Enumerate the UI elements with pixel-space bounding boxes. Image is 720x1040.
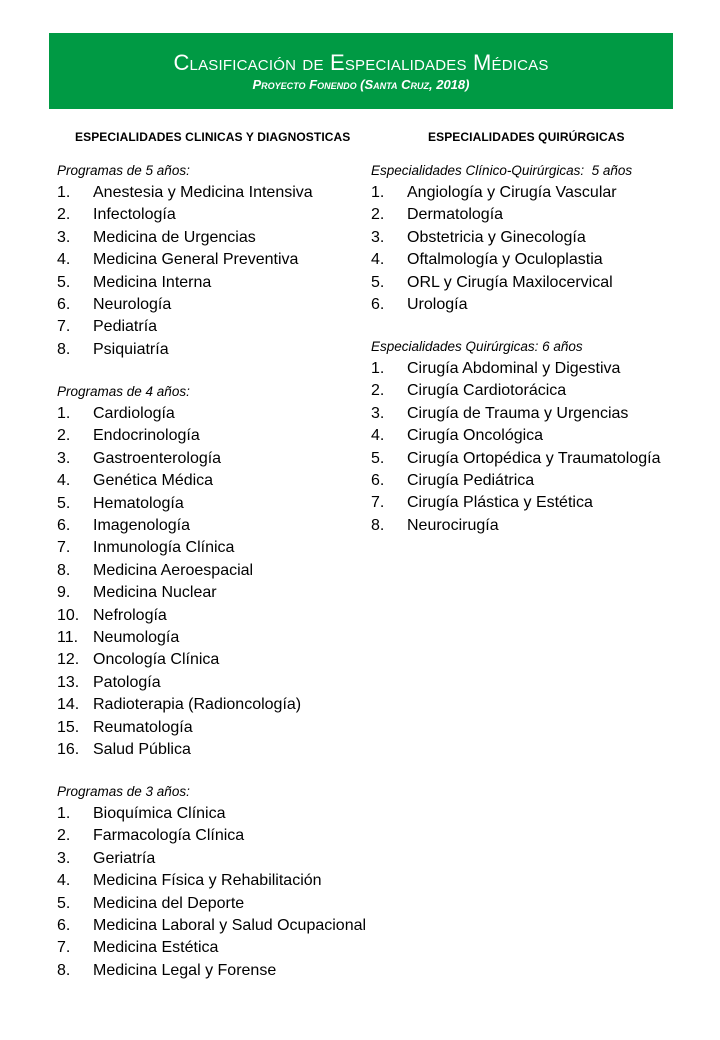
list-item (57, 560, 301, 582)
list-item (371, 448, 660, 470)
group-label: Programas de 5 años: (57, 163, 190, 178)
list-item-number: 3. (57, 449, 71, 467)
list-item-text: Patología (93, 673, 161, 691)
list-item-text: Nefrología (93, 606, 167, 624)
list-item-number: 8. (57, 340, 71, 358)
list-item-number: 2. (371, 206, 385, 224)
list-item-text: Medicina Laboral y Salud Ocupacional (93, 917, 367, 935)
list-item-text: Medicina General Preventiva (93, 251, 299, 269)
list-item-text: Cirugía Pediátrica (407, 472, 535, 490)
list-item-number: 8. (57, 961, 71, 979)
list-item-text: Cirugía de Trauma y Urgencias (407, 404, 629, 422)
list-item (57, 870, 366, 892)
list-item (371, 272, 632, 294)
list-item-text: Medicina Interna (93, 273, 212, 291)
list-item-number: 14. (57, 696, 80, 714)
list-item-text: Medicina Legal y Forense (93, 961, 277, 979)
list-item-number: 2. (371, 382, 385, 400)
list-item (371, 249, 632, 271)
list-item (57, 848, 366, 870)
list-item (57, 605, 301, 627)
list-item-number: 9. (57, 584, 71, 602)
list-item (371, 294, 632, 316)
list-item-number: 1. (57, 805, 71, 822)
page-title: Clasificación de Especialidades Médicas (173, 50, 549, 75)
list-item-number: 6. (371, 472, 385, 490)
group-4-years (57, 384, 301, 762)
list-item-number: 4. (371, 251, 385, 269)
right-column-heading: ESPECIALIDADES QUIRÚRGICAS (428, 130, 625, 144)
list-item-text: Radioterapia (Radioncología) (93, 696, 302, 714)
list-item-text: Salud Pública (93, 741, 191, 759)
list-item (371, 470, 660, 492)
list-item (371, 380, 660, 402)
list-item (57, 915, 366, 937)
list-item-text: Angiología y Cirugía Vascular (407, 184, 617, 201)
title-banner (49, 33, 673, 109)
list-item-number: 1. (371, 360, 385, 377)
list-item-number: 6. (57, 517, 71, 535)
list-item (57, 339, 313, 361)
list-item-number: 13. (57, 673, 80, 691)
list-item-text: Oftalmología y Oculoplastia (407, 251, 603, 269)
list-item-text: Medicina Estética (93, 939, 219, 957)
list-item-text: Anestesia y Medicina Intensiva (93, 184, 313, 201)
list-item-number: 7. (57, 939, 71, 957)
list-item-number: 2. (57, 427, 71, 445)
list-item-number: 4. (57, 872, 71, 890)
list-item-number: 8. (371, 516, 385, 534)
list-item-text: Infectología (93, 206, 176, 224)
list-item-text: Medicina Física y Rehabilitación (93, 872, 322, 890)
list-item (57, 182, 313, 204)
list-item (371, 403, 660, 425)
list-item-number: 3. (57, 849, 71, 867)
list-item (57, 425, 301, 447)
left-column-heading: ESPECIALIDADES CLINICAS Y DIAGNOSTICAS (75, 130, 351, 144)
list-item (57, 470, 301, 492)
list-item-text: Geriatría (93, 849, 156, 867)
list-item-number: 3. (57, 228, 71, 246)
list-item-number: 16. (57, 741, 80, 759)
list-item (57, 493, 301, 515)
page-subtitle: Proyecto Fonendo (Santa Cruz, 2018) (252, 77, 470, 92)
list-item-text: Gastroenterología (93, 449, 222, 467)
list-item-number: 10. (57, 606, 80, 624)
list-item-text: Reumatología (93, 718, 193, 736)
list-item-text: Cirugía Oncológica (407, 427, 544, 445)
list-item-text: Bioquímica Clínica (93, 805, 226, 822)
list-item-number: 2. (57, 206, 71, 224)
list-item (57, 694, 301, 716)
list-item (57, 537, 301, 559)
list-item-text: Urología (407, 296, 468, 314)
list-item-text: Dermatología (407, 206, 504, 224)
list-item-number: 6. (57, 917, 71, 935)
list-item (371, 515, 660, 537)
list-item (57, 272, 313, 294)
group-clinico-quirurgicas (371, 163, 632, 316)
list-item-number: 4. (57, 472, 71, 490)
list-item-text: Cirugía Cardiotorácica (407, 382, 567, 400)
list-item-text: Inmunología Clínica (93, 539, 235, 557)
list-item-number: 1. (371, 184, 385, 201)
list-item (57, 717, 301, 739)
list-item-number: 7. (57, 539, 71, 557)
list-item-text: Medicina del Deporte (93, 894, 245, 912)
list-item-text: Cirugía Ortopédica y Traumatología (407, 449, 661, 467)
list-item (57, 515, 301, 537)
list-item-number: 11. (57, 629, 79, 647)
list-item-text: Neumología (93, 629, 180, 647)
list-item-number: 5. (371, 449, 385, 467)
list-item (371, 425, 660, 447)
list-item-number: 7. (371, 494, 385, 512)
list-item-text: Neurocirugía (407, 516, 499, 534)
list-item-text: Medicina Aeroespacial (93, 561, 254, 579)
list-item (57, 825, 366, 847)
list-item-text: Imagenología (93, 517, 190, 535)
list-item-number: 4. (57, 251, 71, 269)
list-item-text: Medicina de Urgencias (93, 228, 256, 246)
list-item (57, 227, 313, 249)
list-item (57, 739, 301, 761)
list-item (57, 672, 301, 694)
group-label: Especialidades Quirúrgicas: 6 años (371, 339, 583, 354)
list-item-text: Farmacología Clínica (93, 827, 245, 845)
list-item (57, 960, 366, 982)
list-item-text: Cirugía Plástica y Estética (407, 494, 593, 512)
list-item-text: Cardiología (93, 405, 175, 422)
list-item-number: 7. (57, 318, 71, 336)
group-5-years (57, 163, 313, 361)
list-item-text: Oncología Clínica (93, 651, 220, 669)
list-item (57, 893, 366, 915)
list-item (57, 627, 301, 649)
list-item-number: 2. (57, 827, 71, 845)
list-item-text: Obstetricia y Ginecología (407, 228, 586, 246)
list-item (371, 492, 660, 514)
list-item-number: 5. (57, 273, 71, 291)
list-item-number: 1. (57, 184, 71, 201)
group-label: Programas de 3 años: (57, 784, 190, 799)
list-item (371, 227, 632, 249)
list-item-text: Genética Médica (93, 472, 214, 490)
list-item (57, 316, 313, 338)
list-item-number: 5. (57, 494, 71, 512)
list-item (57, 448, 301, 470)
list-item-number: 3. (371, 404, 385, 422)
list-item-number: 3. (371, 228, 385, 246)
list-item-number: 5. (57, 894, 71, 912)
list-item-text: Psiquiatría (93, 340, 169, 358)
list-item (57, 403, 301, 425)
list-item-text: Medicina Nuclear (93, 584, 217, 602)
list-item-number: 5. (371, 273, 385, 291)
list-item-number: 6. (371, 296, 385, 314)
list-item-number: 4. (371, 427, 385, 445)
list-item-text: Neurología (93, 296, 172, 314)
list-item (371, 204, 632, 226)
group-quirurgicas (371, 339, 660, 537)
list-item (57, 937, 366, 959)
list-item (57, 582, 301, 604)
list-item-text: Hematología (93, 494, 184, 512)
list-item-text: Cirugía Abdominal y Digestiva (407, 360, 621, 377)
list-item-number: 1. (57, 405, 71, 422)
group-3-years (57, 784, 366, 982)
list-item (57, 803, 366, 825)
list-item (57, 204, 313, 226)
list-item (57, 294, 313, 316)
list-item-text: Pediatría (93, 318, 158, 336)
list-item-text: ORL y Cirugía Maxilocervical (407, 273, 613, 291)
list-item-text: Endocrinología (93, 427, 200, 445)
list-item-number: 12. (57, 651, 80, 669)
group-label: Programas de 4 años: (57, 384, 190, 399)
list-item-number: 6. (57, 296, 71, 314)
list-item (57, 249, 313, 271)
list-item (371, 358, 660, 380)
list-item (371, 182, 632, 204)
group-label: Especialidades Clínico-Quirúrgicas: 5 años (371, 163, 633, 178)
list-item (57, 649, 301, 671)
list-item-number: 15. (57, 718, 80, 736)
list-item-number: 8. (57, 561, 71, 579)
